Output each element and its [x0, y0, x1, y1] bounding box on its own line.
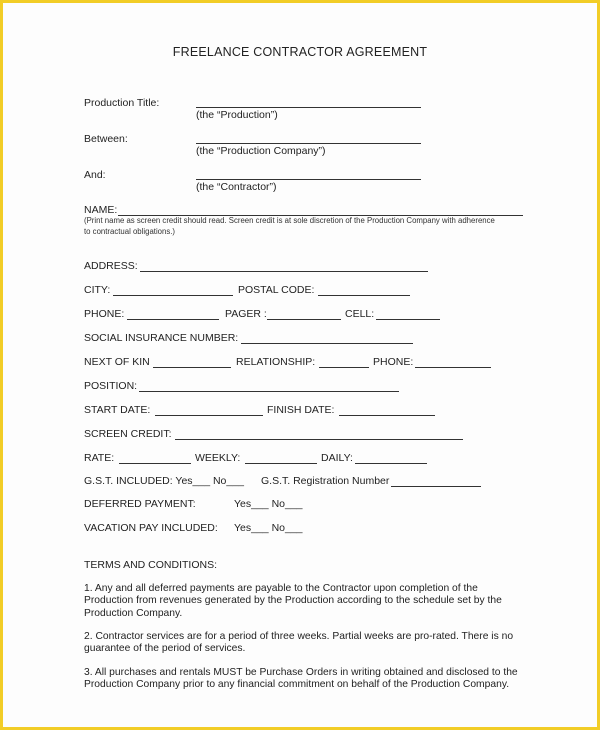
vacation-pay-yes-no[interactable]: Yes___ No___	[234, 522, 303, 534]
daily-line[interactable]	[355, 463, 427, 464]
vacation-pay-label: VACATION PAY INCLUDED:	[84, 522, 218, 534]
position-label: POSITION:	[84, 380, 138, 392]
cell-label: CELL:	[345, 308, 375, 320]
term-1-line-2: Production from revenues generated by the Production according to the schedule set by the	[84, 595, 502, 607]
term-1-line-3: Production Company.	[84, 607, 183, 619]
production-title-line[interactable]	[196, 107, 421, 108]
next-of-kin-label: NEXT OF KIN	[84, 356, 150, 368]
and-line[interactable]	[196, 179, 421, 180]
and-caption: (the “Contractor”)	[196, 181, 277, 193]
sin-label: SOCIAL INSURANCE NUMBER:	[84, 332, 239, 344]
name-label: NAME:	[84, 204, 118, 216]
production-title-caption: (the “Production”)	[196, 109, 278, 121]
address-label: ADDRESS:	[84, 260, 138, 272]
deferred-payment-yes-no[interactable]: Yes___ No___	[234, 498, 303, 510]
term-1-line-1: 1. Any and all deferred payments are payable to the Contractor upon completion of the	[84, 583, 478, 594]
kin-phone-line[interactable]	[415, 367, 491, 368]
between-line[interactable]	[196, 143, 421, 144]
between-caption: (the “Production Company”)	[196, 145, 326, 157]
finish-date-label: FINISH DATE:	[267, 404, 335, 416]
weekly-label: WEEKLY:	[195, 452, 241, 464]
term-2	[84, 631, 544, 656]
name-note-line2: to contractual obligations.)	[84, 227, 176, 236]
cell-line[interactable]	[376, 319, 440, 320]
term-2-line-1: 2. Contractor services are for a period of three weeks. Partial weeks are pro-rated. There is no	[84, 631, 514, 642]
term-2-line-2: guarantee of the period of services.	[84, 643, 246, 655]
weekly-line[interactable]	[245, 463, 317, 464]
phone-line[interactable]	[127, 319, 219, 320]
relationship-line[interactable]	[319, 367, 369, 368]
position-line[interactable]	[139, 391, 399, 392]
start-date-line[interactable]	[155, 415, 263, 416]
between-label: Between:	[84, 133, 128, 145]
gst-registration-label: G.S.T. Registration Number	[261, 475, 390, 487]
gst-registration-line[interactable]	[391, 486, 481, 487]
daily-label: DAILY:	[321, 452, 353, 464]
city-label: CITY:	[84, 284, 111, 296]
start-date-label: START DATE:	[84, 404, 151, 416]
rate-line[interactable]	[119, 463, 191, 464]
city-line[interactable]	[113, 295, 233, 296]
term-3-line-1: 3. All purchases and rentals MUST be Purchase Orders in writing obtained and disclosed to the	[84, 667, 518, 678]
relationship-label: RELATIONSHIP:	[236, 356, 316, 368]
terms-heading: TERMS AND CONDITIONS:	[84, 559, 218, 571]
name-note-line1: (Print name as screen credit should read. Screen credit is at sole discretion of the Production Company with adherence	[84, 216, 495, 225]
term-1	[84, 583, 544, 620]
screen-credit-line[interactable]	[175, 439, 463, 440]
sin-line[interactable]	[241, 343, 413, 344]
term-3-line-2: Production Company prior to any financial commitment on behalf of the Production Company.	[84, 679, 510, 691]
pager-label: PAGER :	[225, 308, 267, 320]
rate-label: RATE:	[84, 452, 115, 464]
screen-credit-label: SCREEN CREDIT:	[84, 428, 172, 440]
pager-line[interactable]	[267, 319, 341, 320]
deferred-payment-label: DEFERRED PAYMENT:	[84, 498, 196, 510]
kin-phone-label: PHONE:	[373, 356, 414, 368]
page-title: FREELANCE CONTRACTOR AGREEMENT	[172, 45, 428, 59]
production-title-label: Production Title:	[84, 97, 160, 109]
postal-code-label: POSTAL CODE:	[238, 284, 315, 296]
address-line[interactable]	[140, 271, 428, 272]
term-3	[84, 667, 544, 692]
postal-code-line[interactable]	[318, 295, 410, 296]
next-of-kin-line[interactable]	[153, 367, 231, 368]
finish-date-line[interactable]	[339, 415, 435, 416]
phone-label: PHONE:	[84, 308, 125, 320]
gst-included-field[interactable]: G.S.T. INCLUDED: Yes___ No___	[84, 475, 244, 487]
and-label: And:	[84, 169, 106, 181]
